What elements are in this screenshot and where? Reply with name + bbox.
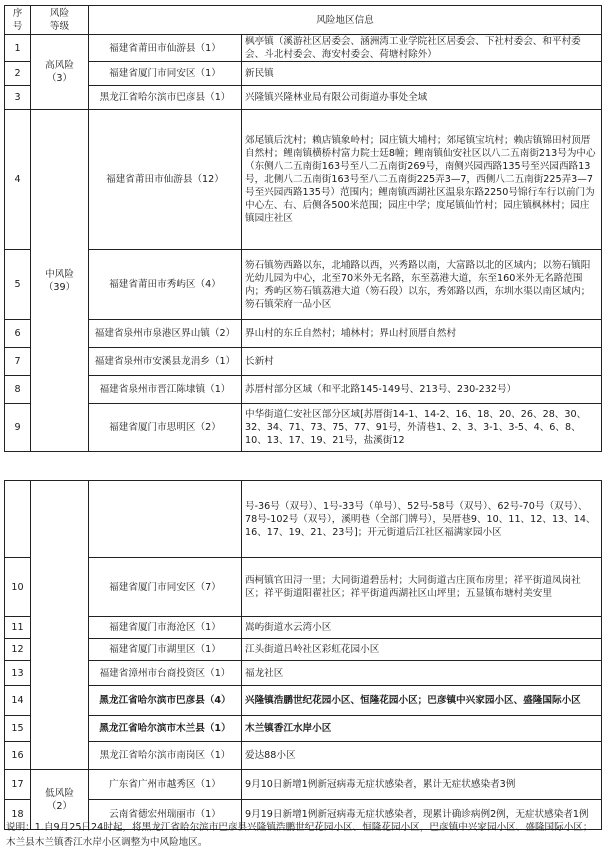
table-row xyxy=(5,558,602,617)
row-region: 黑龙江省哈尔滨市巴彦县（1） xyxy=(89,86,242,110)
row-region: 福建省莆田市仙游县（1） xyxy=(89,35,242,62)
row-no: 15 xyxy=(5,716,31,742)
table-row xyxy=(5,62,602,86)
row-info: 新民镇 xyxy=(242,62,602,86)
row-region: 福建省漳州市台商投资区（1） xyxy=(89,661,242,686)
row-region: 黑龙江省哈尔滨市南岗区（1） xyxy=(89,742,242,770)
table-row xyxy=(5,376,602,404)
table-row xyxy=(5,35,602,62)
row-no: 7 xyxy=(5,348,31,376)
table-header-row xyxy=(5,6,602,35)
row-no: 14 xyxy=(5,686,31,716)
row-no: 17 xyxy=(5,770,31,800)
risk-table-part-1 xyxy=(4,5,602,452)
row-region: 福建省莆田市秀屿区（4） xyxy=(89,250,242,320)
table-row xyxy=(5,617,602,639)
row-no: 18 xyxy=(5,800,31,830)
row-info: 西柯镇官田浔一里；大同街道碧岳村；大同街道古庄顶布房里；祥平街道凤岗社区；祥平街道阳翟社区；祥平街道西湖社区山坪里；五显镇布塘村美安里 xyxy=(242,558,602,617)
row-no: 13 xyxy=(5,661,31,686)
table-row xyxy=(5,404,602,452)
level-high: 高风险 （3） xyxy=(31,35,89,110)
table-row xyxy=(5,770,602,800)
row-info: 苏厝村部分区域（和平北路145-149号、213号、230-232号） xyxy=(242,376,602,404)
table-row-continued xyxy=(5,481,602,558)
level-low: 低风险 （2） xyxy=(31,770,89,830)
row-region: 福建省厦门市湖里区（1） xyxy=(89,639,242,661)
header-level: 风险 等级 xyxy=(31,6,89,35)
row-no: 2 xyxy=(5,62,31,86)
row-no: 10 xyxy=(5,558,31,617)
table-row xyxy=(5,320,602,348)
row-info: 笏石镇笏西路以东，北埔路以西，兴秀路以南，大富路以北的区域内；以笏石镇阳光幼儿园为中心，北至70米外无名路，东至荔港大道，东至160米外无名路范围内；秀屿区笏石镇荔港大道（笏石段）以东，秀郊路以西，东圳水渠以南区域内；笏石镇荣府一品小区 xyxy=(242,250,602,320)
row-region: 福建省厦门市海沧区（1） xyxy=(89,617,242,639)
table-row xyxy=(5,742,602,770)
row-region: 福建省泉州市晋江陈埭镇（1） xyxy=(89,376,242,404)
row-region: 黑龙江省哈尔滨市巴彦县（4） xyxy=(89,686,242,716)
row-no: 16 xyxy=(5,742,31,770)
row-info: 兴隆镇浩鹏世纪花园小区、恒隆花园小区；巴彦镇中兴家园小区、盛隆国际小区 xyxy=(242,686,602,716)
table-row xyxy=(5,661,602,686)
row-info: 郊尾镇后沈村；赖店镇象岭村；园庄镇大埔村；郊尾镇宝坑村；赖店镇锦田村顶厝自然村；鲤南镇横桥村富力院士廷8幢；鲤南镇仙安社区以八二五南街213号为中心（东侧八二五南街163号至八二五南街269号，南侧兴园西路135号至兴园西路13号，北侧八二五南街163号至八二五南街225弄3—7，西侧八二五南街225弄3—7号至兴园西路135号）范围内；鲤南镇西湖社区温泉东路2250号锦行车行以前门为中心左、右、后侧各500米范围；园庄中学；度尾镇仙竹村；园庄镇枫林村；园庄镇园庄社区 xyxy=(242,110,602,250)
level-mid-continued xyxy=(31,481,89,770)
row-region: 福建省厦门市思明区（2） xyxy=(89,404,242,452)
row-info: 界山村的东丘自然村；埔林村；界山村顶厝自然村 xyxy=(242,320,602,348)
row-no: 4 xyxy=(5,110,31,250)
row-info: 中华街道仁安社区部分区域[苏厝街14-1、14-2、16、18、20、26、28、30、32、34、71、73、75、77、91号，外清巷1、2、3、3-1、3-5、4、6、8、10、13、17、19、21号，盐溪街12 xyxy=(242,404,602,452)
row-region: 福建省泉州市泉港区界山镇（2） xyxy=(89,320,242,348)
header-no: 序号 xyxy=(5,6,31,35)
row-region: 福建省莆田市仙游县（12） xyxy=(89,110,242,250)
row-region: 黑龙江省哈尔滨市木兰县（1） xyxy=(89,716,242,742)
table-row xyxy=(5,250,602,320)
row-info: 9月10日新增1例新冠病毒无症状感染者，累计无症状感染者3例 xyxy=(242,770,602,800)
row-region: 福建省泉州市安溪县龙涓乡（1） xyxy=(89,348,242,376)
row-info-continued: 号-36号（双号）、1号-33号（单号）、52号-58号（双号）、62号-70号（双号）、78号-102号（双号），溪明巷（全部门牌号），吴厝巷9、10、11、12、13、14、16、17、19、21、23号]；开元街道后江社区福满家园小区 xyxy=(242,481,602,558)
row-info: 爱达88小区 xyxy=(242,742,602,770)
row-region: 云南省德宏州瑞丽市（1） xyxy=(89,800,242,830)
risk-table-part-2 xyxy=(4,480,602,830)
table-row xyxy=(5,110,602,250)
level-mid: 中风险 （39） xyxy=(31,110,89,452)
table-row xyxy=(5,686,602,716)
header-info: 风险地区信息 xyxy=(89,6,602,35)
row-no: 3 xyxy=(5,86,31,110)
row-info: 木兰镇香江水岸小区 xyxy=(242,716,602,742)
row-no: 6 xyxy=(5,320,31,348)
row-info: 枫亭镇（溪游社区居委会、涵洲湾工业学院社区居委会、下社村委会、和平村委会、斗北村委会、海安村委会、荷塘村除外） xyxy=(242,35,602,62)
row-no: 5 xyxy=(5,250,31,320)
row-no: 1 xyxy=(5,35,31,62)
row-no: 11 xyxy=(5,617,31,639)
row-info: 福龙社区 xyxy=(242,661,602,686)
footnote: 说明：1.自9月25日24时起，将黑龙江省哈尔滨市巴彦县兴隆镇浩鹏世纪花园小区、恒隆花园小区，巴彦镇中兴家园小区、盛隆国际小区；木兰县木兰镇香江水岸小区调整为中风险地区。 xyxy=(6,822,593,848)
table-row xyxy=(5,86,602,110)
row-info: 9月19日新增1例新冠病毒无症状感染者，现累计确诊病例2例，无症状感染者1例 xyxy=(242,800,602,830)
row-info: 江头街道吕岭社区彩虹花园小区 xyxy=(242,639,602,661)
row-region: 广东省广州市越秀区（1） xyxy=(89,770,242,800)
table-row xyxy=(5,639,602,661)
row-no: 9 xyxy=(5,404,31,452)
row-region: 福建省厦门市同安区（1） xyxy=(89,62,242,86)
row-info: 长新村 xyxy=(242,348,602,376)
row-no: 12 xyxy=(5,639,31,661)
row-info: 嵩屿街道水云湾小区 xyxy=(242,617,602,639)
row-info: 兴隆镇兴隆林业局有限公司街道办事处全域 xyxy=(242,86,602,110)
table-row xyxy=(5,716,602,742)
row-region: 福建省厦门市同安区（7） xyxy=(89,558,242,617)
row-no: 8 xyxy=(5,376,31,404)
table-row xyxy=(5,348,602,376)
